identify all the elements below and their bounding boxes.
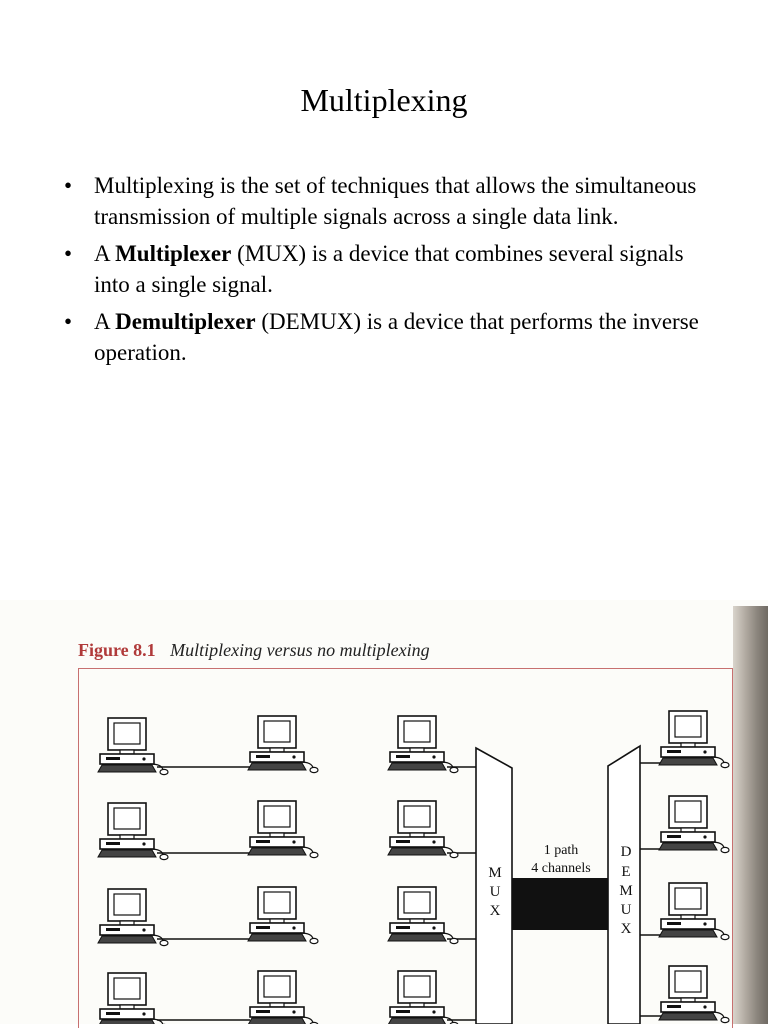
computer-icon	[659, 883, 729, 940]
bullet-dot: •	[64, 241, 73, 266]
bullet-dot: •	[64, 309, 73, 334]
link-label-channels: 4 channels	[531, 861, 591, 876]
bullet-text: Multiplexing is the set of techniques that allows the simultaneous transmission of multiple signals across a single data link.	[94, 173, 697, 229]
bullet-item	[60, 170, 710, 232]
computer-icon	[98, 803, 168, 860]
computer-icon	[248, 801, 318, 858]
computer-icon	[248, 971, 318, 1024]
demux-label-letter: D	[620, 844, 632, 860]
bullet-text-post: (DEMUX) is a device that performs the inverse operation.	[94, 309, 699, 365]
computer-icon	[659, 966, 729, 1023]
bullet-term-demultiplexer: Demultiplexer	[115, 309, 256, 334]
multiplexing-diagram	[0, 600, 768, 1024]
computer-icon	[98, 973, 168, 1024]
figure-caption-text: Multiplexing versus no multiplexing	[170, 640, 430, 660]
demux-label-letter: U	[620, 902, 632, 918]
computer-icon	[248, 716, 318, 773]
shared-link-path	[512, 878, 610, 930]
computer-icon	[388, 801, 458, 858]
link-label-path: 1 path	[543, 843, 579, 858]
bullet-dot: •	[64, 173, 73, 198]
multiplexing-group	[388, 711, 729, 1024]
mux-label-letter: X	[489, 903, 501, 919]
computer-icon	[388, 887, 458, 944]
mux-label-letter: U	[489, 884, 501, 900]
computer-icon	[248, 887, 318, 944]
computer-icon	[388, 716, 458, 773]
computer-icon	[98, 889, 168, 946]
demux-label-letter: M	[619, 883, 633, 899]
bullet-text-pre: A	[94, 241, 116, 266]
bullet-item	[60, 306, 710, 368]
computer-icon	[659, 711, 729, 768]
slide-title: Multiplexing	[300, 82, 468, 118]
bullet-list	[60, 170, 710, 374]
bullet-term-multiplexer: Multiplexer	[115, 241, 232, 266]
demux-label-letter: X	[620, 921, 632, 937]
figure-number: Figure 8.1	[78, 640, 156, 660]
computer-icon	[98, 718, 168, 775]
bullet-text-post: (MUX) is a device that combines several signals into a single signal.	[94, 241, 684, 297]
bullet-item	[60, 238, 710, 300]
computer-icon	[388, 971, 458, 1024]
demux-label-letter: E	[621, 864, 631, 880]
bullet-text-pre: A	[94, 309, 116, 334]
computer-icon	[659, 796, 729, 853]
no-multiplexing-group	[98, 716, 318, 1024]
mux-label-letter: M	[488, 865, 502, 881]
